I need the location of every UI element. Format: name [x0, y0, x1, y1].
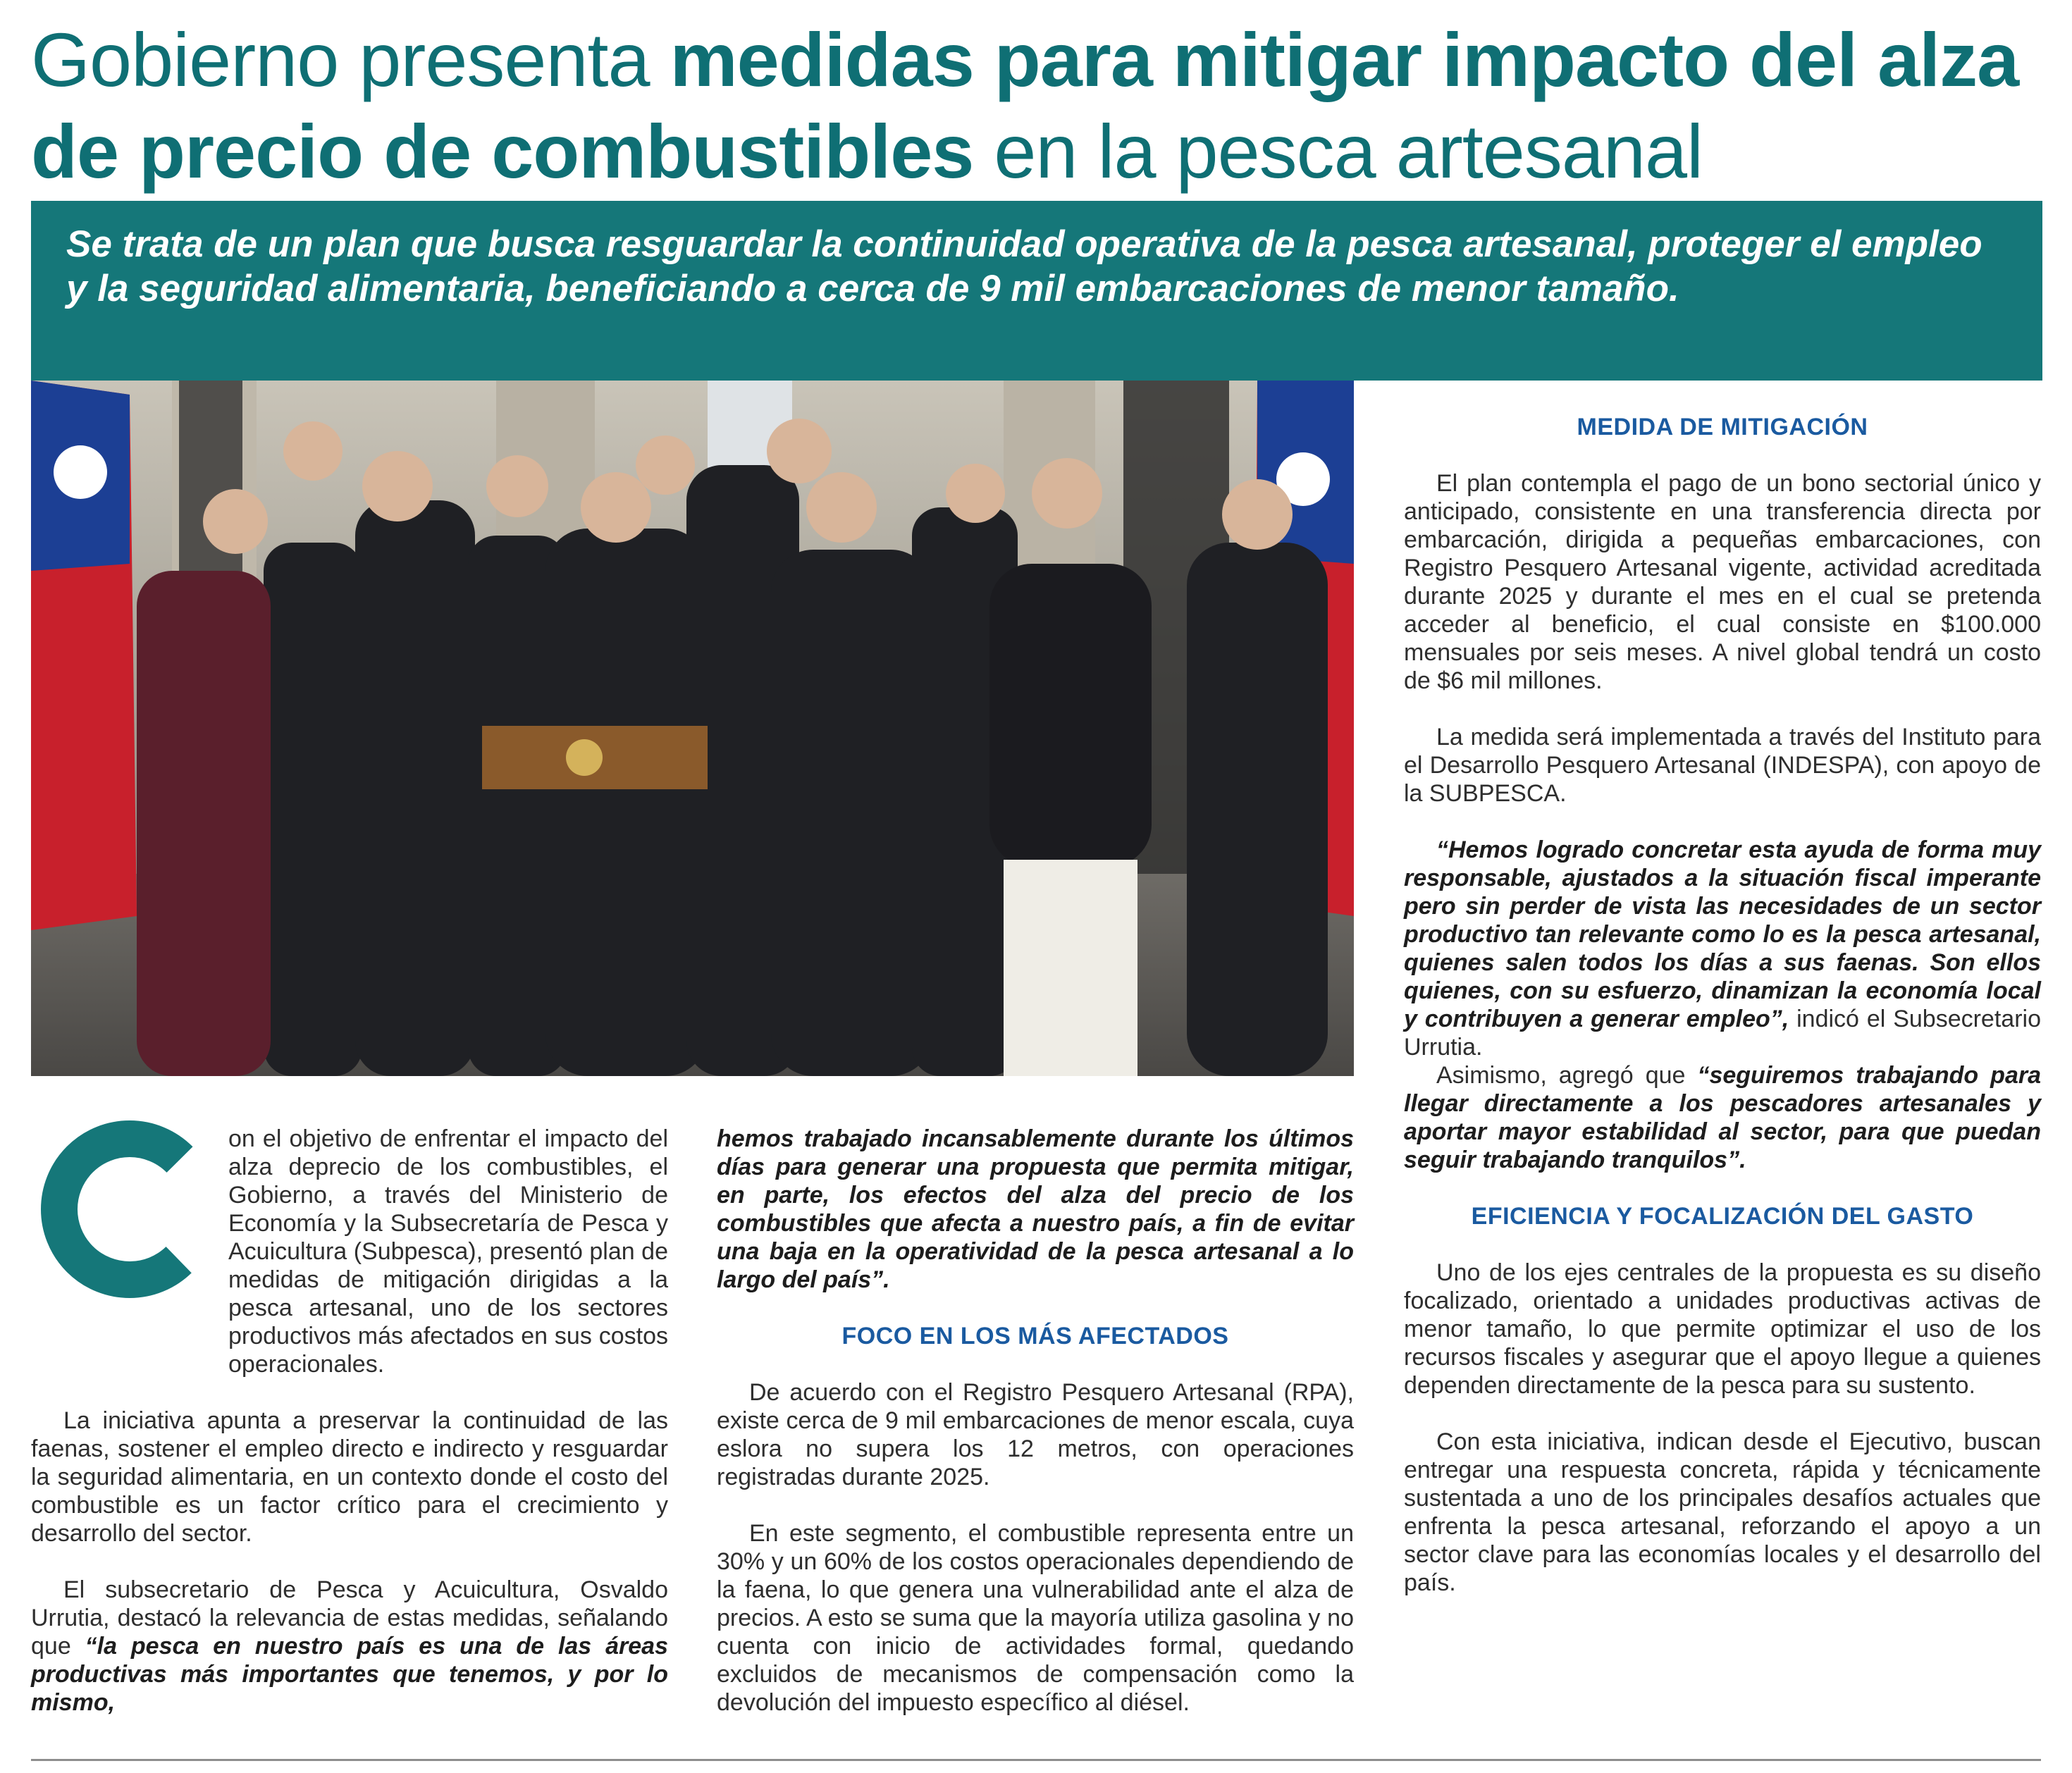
column3-paragraph-3 [1404, 1061, 2041, 1174]
column3-paragraph-2: La medida será implementada a través del Instituto para el Desarrollo Pesquero Artesanal (INDESPA), con apoyo de la SUBPESCA. [1404, 724, 2041, 807]
column1-paragraph-2: La iniciativa apunta a preservar la continuidad de las faenas, sostener el empleo directo e indirecto y resguardar la seguridad alimentaria, en un contexto donde el costo del combustible es un factor crítico para el crecimiento y desarrollo del sector. [31, 1407, 668, 1547]
column3-p3-text: Asimismo, agregó que [1436, 1062, 1698, 1089]
column3-quote-2: “seguiremos trabajando para llegar directamente a los pescadores artesanales y aportar mayor estabilidad al sector, para que puedan seguir trabajando tranquilos”. [1404, 1062, 2041, 1173]
press-photo [31, 381, 1354, 1076]
section-title-medida: MEDIDA DE MITIGACIÓN [1577, 414, 1868, 440]
column-1 [31, 1125, 668, 1745]
bottom-rule [31, 1759, 2041, 1761]
column3-quote-attribution: indicó el Subsecretario Urrutia. [1404, 1006, 2041, 1061]
column1-paragraph-1 [228, 1125, 668, 1378]
column3-quote-1: “Hemos logrado concretar esta ayuda de forma muy responsable, ajustados a la situación fiscal imperante pero sin perder de vista las necesidades de un sector productivo tan relevante como lo es la pesca artesanal, quienes salen todos los días a sus faenas. Son ellos quienes, con su esfuerzo, dinamizan la economía local y contribuyen a generar empleo”, [1404, 836, 2041, 1032]
column1-p3-text: El subsecretario de Pesca y Acuicultura, Osvaldo Urrutia, destacó la relevancia de estas medidas, señalando que [31, 1576, 668, 1660]
headline-part3: en la pesca artesanal [973, 109, 1703, 194]
column3-paragraph-5: Con esta iniciativa, indican desde el Ejecutivo, buscan entregar una respuesta concreta, rápida y técnicamente sustentada a uno de los principales desafíos actuales que enfrenta la pesca artesanal, reforzando el apoyo a un sector clave para las economías locales y el desarrollo del país. [1404, 1428, 2041, 1596]
column2-paragraph-1: De acuerdo con el Registro Pesquero Artesanal (RPA), existe cerca de 9 mil embarcaciones de menor escala, cuya eslora no supera los 12 metros, con operaciones registradas durante 2025. [717, 1379, 1354, 1490]
column1-p1-text: on el objetivo de enfrentar el impacto del alza deprecio de los combustibles, el Gobierno, a través del Ministerio de Economía y la Subsecretaría de Pesca y Acuicultura (Subpesca), presentó plan de medidas de mitigación dirigidas a la pesca artesanal, uno de los sectores productivos más afectados en sus costos operacionales. [228, 1125, 668, 1378]
headline-part2: medidas para mitigar impacto del alza de precio de combustibles [31, 17, 2019, 194]
headline-part1: Gobierno presenta [31, 17, 670, 102]
section-title-eficiencia: EFICIENCIA Y FOCALIZACIÓN DEL GASTO [1471, 1203, 1974, 1230]
lead-banner [31, 201, 2042, 381]
headline [31, 14, 2054, 197]
column-3 [1404, 413, 2041, 1625]
column1-p3-quote: “la pesca en nuestro país es una de las áreas productivas más importantes que tenemos, y por lo mismo, [31, 1633, 668, 1716]
column2-paragraph-2: En este segmento, el combustible representa entre un 30% y un 60% de los costos operacionales dependiendo de la faena, lo que genera una vulnerabilidad ante el alza de precios. A esto se suma que la mayoría utiliza gasolina y no cuenta con inicio de actividades formal, quedando excluidos de mecanismos de compensación como la devolución del impuesto específico al diésel. [717, 1520, 1354, 1716]
lead-text: Se trata de un plan que busca resguardar la continuidad operativa de la pesca artesanal, proteger el empleo y la seguridad alimentaria, beneficiando a cerca de 9 mil embarcaciones de menor tamaño. [66, 223, 1982, 309]
column3-quote-paragraph [1404, 836, 2041, 1061]
column2-quote-continuation: hemos trabajado incansablemente durante los últimos días para generar una propuesta que permita mitigar, en parte, los efectos del alza del precio de los combustibles que afecta a nuestro país, a fin de evitar una baja en la operatividad de la pesca artesanal a lo largo del país”. [717, 1125, 1354, 1293]
section-title-foco: FOCO EN LOS MÁS AFECTADOS [841, 1323, 1229, 1349]
column3-paragraph-4: Uno de los ejes centrales de la propuesta es su diseño focalizado, orientado a unidades productivas activas de menor tamaño, lo que permite optimizar el uso de los recursos fiscales y asegurar que el apoyo llegue a quienes dependen directamente de la pesca para su sustento. [1404, 1259, 2041, 1399]
column3-paragraph-1: El plan contempla el pago de un bono sectorial único y anticipado, consistente en una transferencia directa por embarcación, dirigida a pequeñas embarcaciones, con Registro Pesquero Artesanal vigente, actividad acreditada durante 2025 y durante el mes en el cual se pretenda acceder al beneficio, el cual consiste en $100.000 mensuales por seis meses. A nivel global tendrá un costo de $6 mil millones. [1404, 470, 2041, 694]
column1-paragraph-3 [31, 1576, 668, 1717]
column-2 [717, 1125, 1354, 1745]
